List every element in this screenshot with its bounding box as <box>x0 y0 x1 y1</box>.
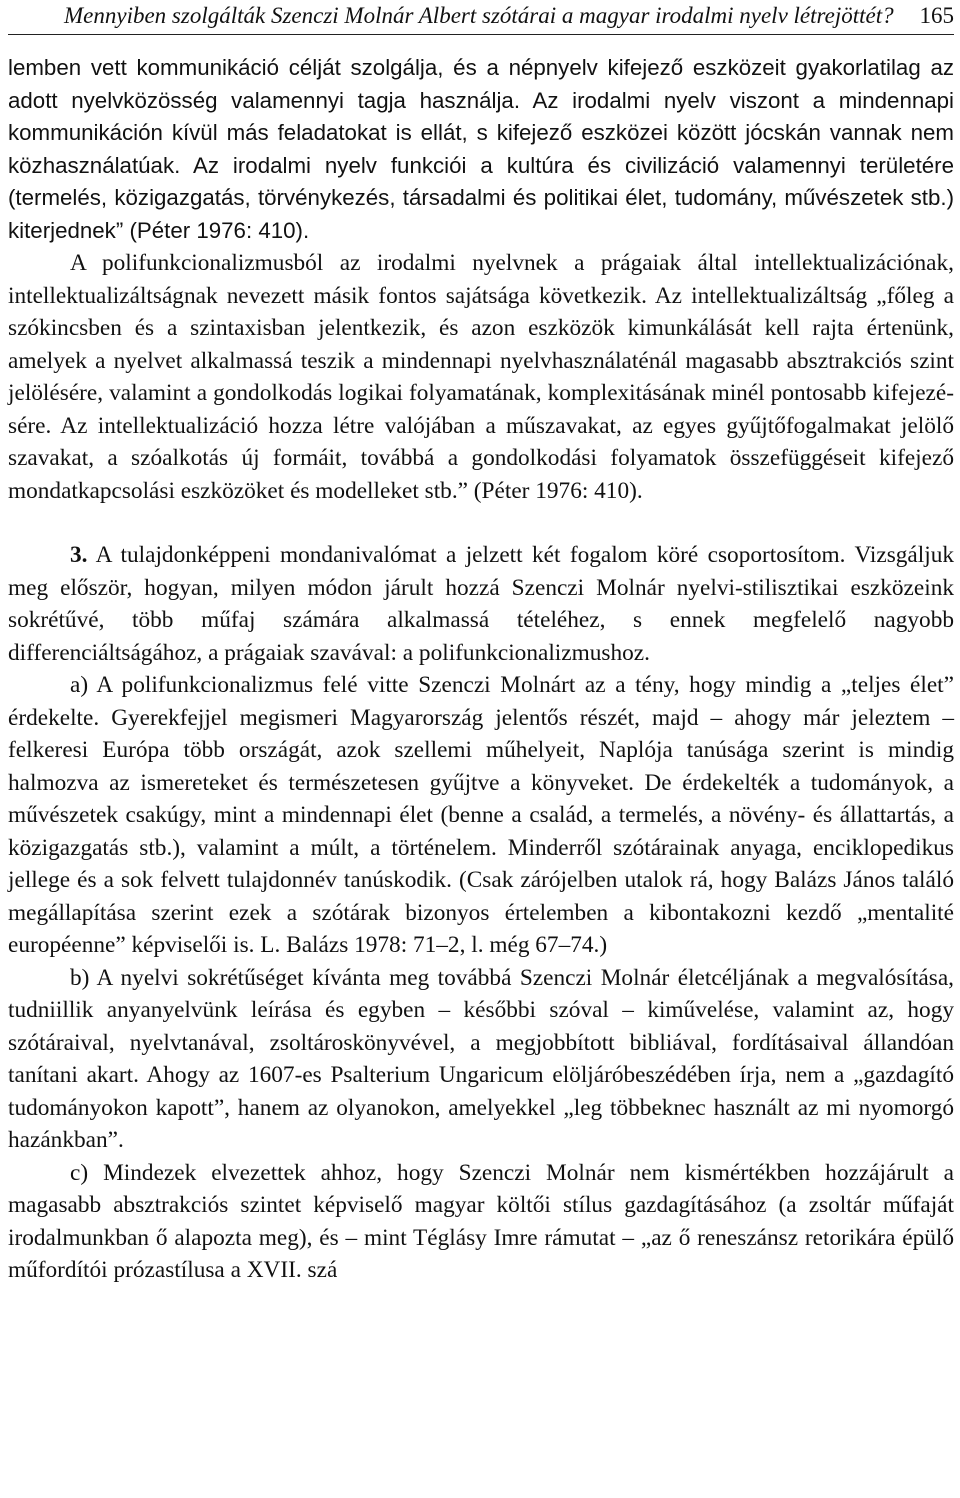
paragraph-a: a) A polifunkcionalizmus felé vitte Szenczi Molnárt az a tény, hogy mindig a „teljes élet” érdekelte. Gyerekfejjel megismeri Magyarország jelentős részét, majd – ahogy már jeleztem – felkeresi Európa több országát, azok szellemi műhelyeit, Naplója tanúsága szerint is mindig halmozva az ismereteket és természetesen gyűjtve a könyveket. De érdekelték a tudományok, a művészetek csakúgy, mint a mindennapi élet (benne a család, a termelés, a növény- és állattartás, a közigazgatás stb.), valamint a múlt, a történelem. Minderről szótárainak anyaga, enciklopedikus jellege és a sok felvett tulajdonnév tanúskodik. (Csak zárójelben utalok rá, hogy Balázs János találó megállapítása szerint ezek a szótárak bizonyos értelemben a kibontakozni kezdő „mentalité européenne” képviselői is. L. Balázs 1978: 71–2, l. még 67–74.) <box>8 672 954 958</box>
paragraph-c: c) Mindezek elvezettek ahhoz, hogy Szenczi Molnár nem kismértékben hozzájárult a magasabb absztrakciós szintet képviselő magyar költői stílus gazdagításához (a zsoltár műfaját irodalmunkban ő alapozta meg), és – mint Téglásy Imre rámutat – „az ő reneszánsz retorikára épülő műfordítói prózastílusa a XVII. szá <box>8 1159 954 1283</box>
paragraph-2-quote: Az intellektualizáltság „főleg a szókincsben és a szintaxisban jelentkezik, és azon eszközök kimunkálását kell rajta értenünk, amelyek a nyelvet alkalmassá teszik a mindennapi nyelvhasználaténál magasabb absztrakciós szint jelölésére, valamint a gondolkodás logikai folyamatának, komplexitásának minél pontosabb kifejezésére. Az intellektualizáció hozza létre valójában a műszavakat, az egyes gyűjtőfogalmakat jelölő szavakat, a szóalkotás új formáit, továbbá a gondolkodási folyamatok összefüggéseit kifejező mondatkapcsolási eszközöket és modelleket stb.” (Péter 1976: 410). <box>8 282 954 504</box>
section-number: 3. <box>70 542 88 568</box>
paragraph-1 <box>8 52 954 247</box>
document-page <box>8 0 954 1498</box>
page-header <box>8 0 954 35</box>
paragraph-1-sans-part-2: Az irodalmi nyelv viszont a mindennapi kommunikáción kívül más feladatokat is ellát, s kifejező eszközei között jócskán vannak nem közhasználatúak. Az irodalmi nyelv funkciói a kultúra és civilizáció valamennyi területére (termelés, közigazgatás, törvénykezés, társadalmi és politikai élet, tudomány, művészetek stb.) kiterjednek” (Péter 1976: 410). <box>8 87 954 243</box>
page-number: 165 <box>919 3 954 28</box>
section-3-paragraph <box>8 539 954 669</box>
body-text <box>8 52 954 1287</box>
paragraph-b: b) A nyelvi sokrétűséget kívánta meg továbbá Szenczi Molnár életcéljának a megvalósítása, tudniillik anyanyelvünk leírása és egyben – későbbi szóval – kiművelése, valamint az, hogy szótáraival, nyelvtanával, zsoltároskönyvével, a megjobbított bibliával, fordításaival állandóan tanítani akart. Ahogy az 1607-es Psalterium Ungaricum elöljáróbeszédében írja, nem a „gazdagító tudományokon kapott”, hanem az olyanokon, amelyekkel „leg többeknec használt az mi nyomorgó hazánkban”. <box>8 964 954 1153</box>
paragraph-2 <box>8 247 954 507</box>
running-head: Mennyiben szolgálták Szenczi Molnár Albert szótárai a magyar irodalmi nyelv létrejöttét? <box>64 3 894 28</box>
section-3-text: A tulajdonképpeni mondanivalómat a jelzett két fogalom köré csoportosítom. Vizsgáljuk meg először, hogyan, milyen módon járult hozzá Szenczi Molnár nyelvi-stilisztikai eszközeink sokrétűvé, több műfaj számára alkalmassá tételéhez, s ennek megfelelő nagyobb differenciáltságához, a prágaiak szavával: a polifunkcionalizmushoz. <box>8 542 954 666</box>
paragraph-1-sans-part: lemben vett kommunikáció célját szolgálja, és a népnyelv kifejező eszközeit gyakorlatilag az adott nyelvközösség valamennyi tagja használja. <box>8 55 954 113</box>
paragraph-2-text: A polifunkcionalizmusból az irodalmi nyelvnek a prágaiak által intellektualizációnak, intellektualizáltságnak nevezett másik fontos sajátsága következik. <box>8 250 954 309</box>
